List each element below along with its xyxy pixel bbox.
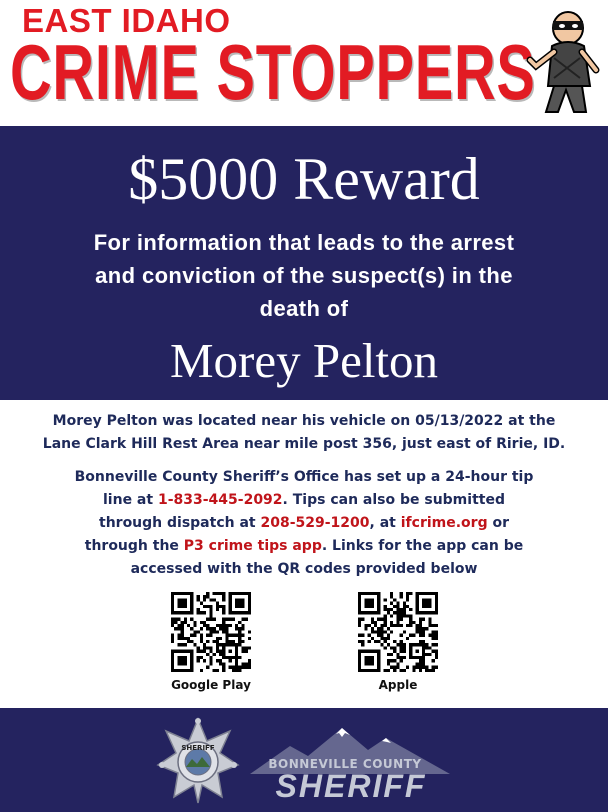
tip-text: or: [487, 515, 509, 531]
location-line: Lane Clark Hill Rest Area near mile post 356, just east of Ririe, ID.: [42, 436, 566, 452]
ifcrime-link[interactable]: ifcrime.org: [400, 515, 488, 531]
google-play-label: Google Play: [171, 678, 251, 692]
sheriff-wordmark: SHERIFF: [275, 768, 427, 804]
location-paragraph: [0, 410, 608, 456]
tip-text: through dispatch at: [99, 515, 261, 531]
tip-text: . Tips can also be submitted: [282, 492, 505, 508]
tip-text: . Links for the app can be: [321, 538, 524, 554]
p3-app-link[interactable]: P3 crime tips app: [183, 538, 322, 554]
reward-description: [14, 226, 594, 325]
badge-text: SHERIFF: [181, 744, 215, 752]
brand-region-label: EAST IDAHO: [22, 2, 231, 39]
case-information: [0, 410, 608, 591]
tip-text: through the: [84, 538, 184, 554]
apple-qr-code[interactable]: [358, 592, 438, 672]
brand-title: CRIME STOPPERS: [10, 28, 536, 116]
tip-text: line at: [103, 492, 158, 508]
reward-description-line: and conviction of the suspect(s) in the: [95, 263, 513, 288]
tip-line-phone[interactable]: 1-833-445-2092: [157, 492, 283, 508]
tip-text: , at: [369, 515, 401, 531]
tip-paragraph: [0, 466, 608, 581]
apple-label: Apple: [378, 678, 418, 692]
location-line: Morey Pelton was located near his vehicle on 05/13/2022 at the: [52, 413, 556, 429]
burglar-mascot-icon: [524, 6, 604, 118]
google-play-qr-code[interactable]: [171, 592, 251, 672]
sheriff-star-badge-icon: [156, 717, 240, 805]
tip-line: Bonneville County Sheriff’s Office has set up a 24-hour tip: [74, 469, 534, 485]
dispatch-phone[interactable]: 208-529-1200: [260, 515, 370, 531]
reward-amount-title: $5000 Reward: [128, 146, 480, 212]
tip-line: accessed with the QR codes provided below: [130, 561, 478, 577]
reward-description-line: death of: [259, 296, 349, 321]
reward-description-line: For information that leads to the arrest: [93, 230, 515, 255]
victim-name: Morey Pelton: [169, 333, 439, 388]
county-name: BONNEVILLE COUNTY: [268, 757, 422, 771]
